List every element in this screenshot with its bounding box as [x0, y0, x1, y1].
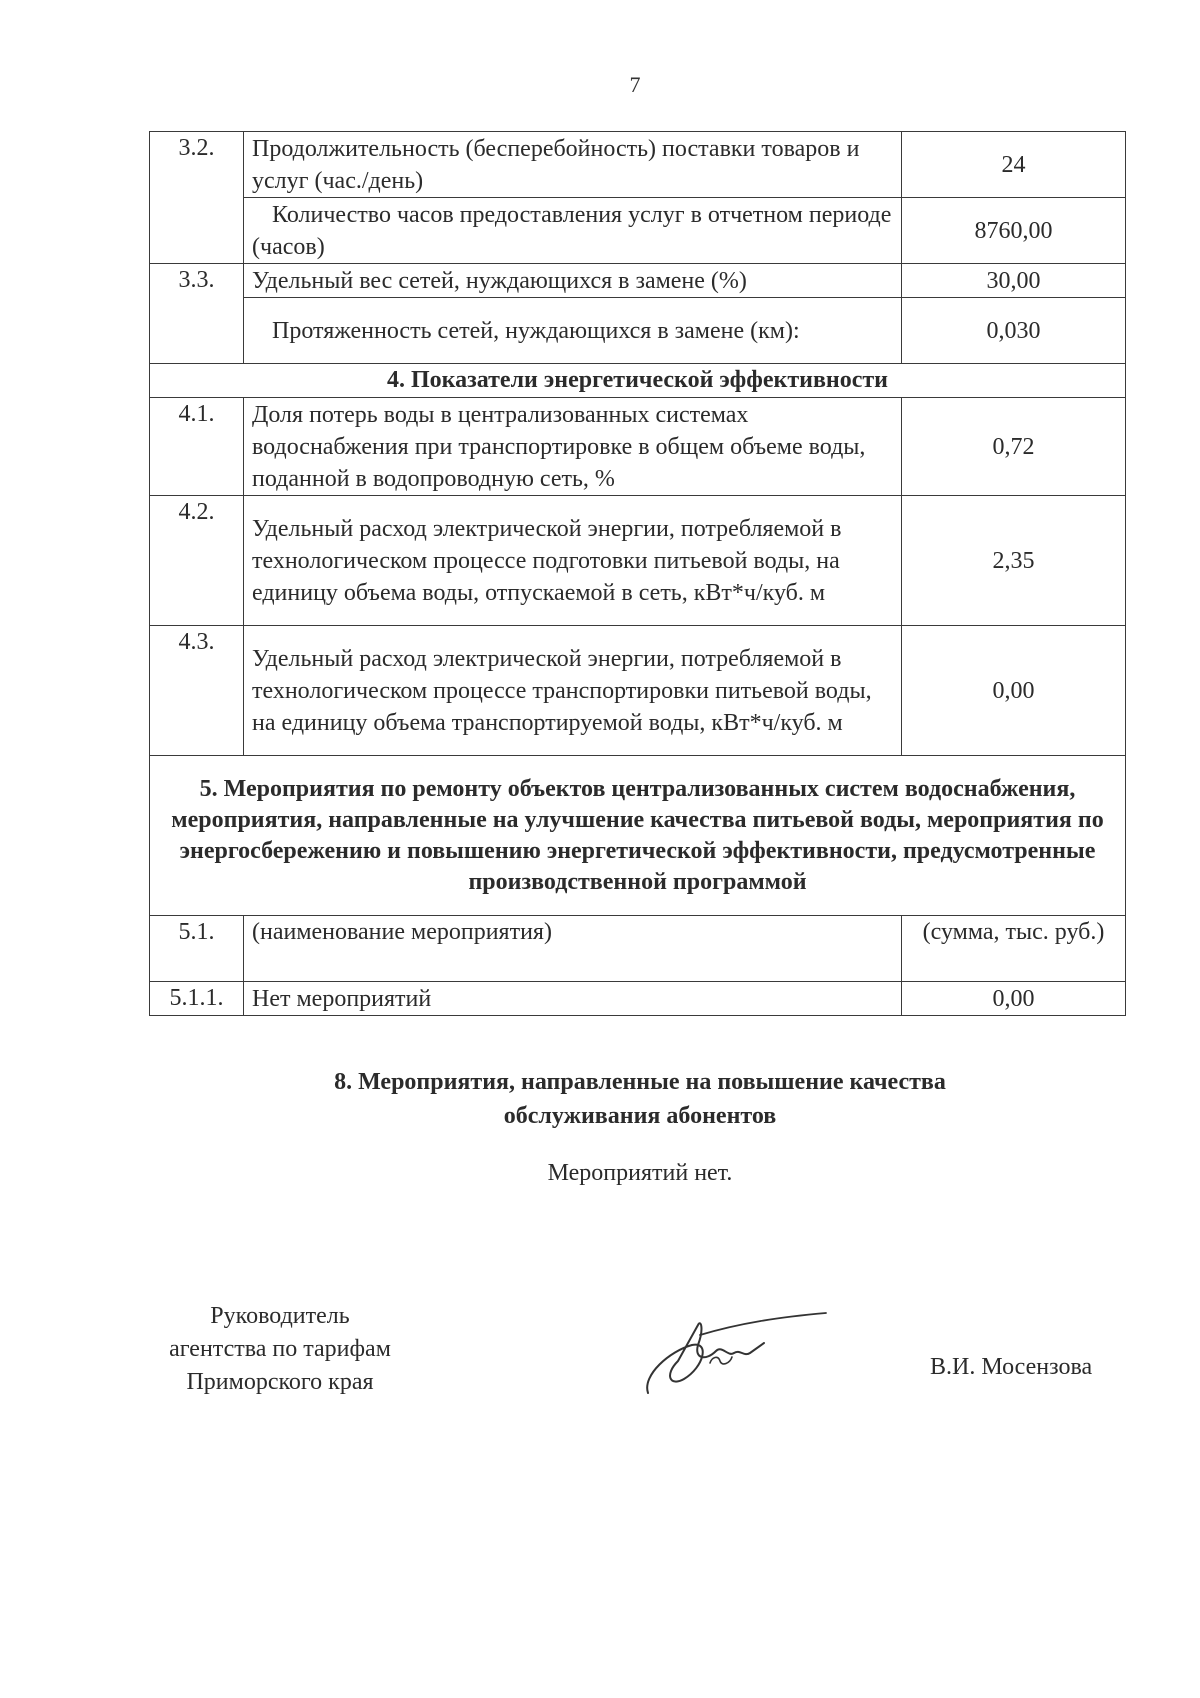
row-description: Количество часов предоставления услуг в отчетном периоде (часов): [244, 198, 902, 264]
table-row: [150, 264, 1126, 298]
row-description: Доля потерь воды в централизованных системах водоснабжения при транспортировке в общем объеме воды, поданной в водопроводную сеть, %: [244, 398, 902, 496]
table-row: [150, 398, 1126, 496]
signer-title-line: Руководитель: [210, 1303, 350, 1329]
signer-name: В.И. Мосензова: [930, 1354, 1093, 1380]
row-number: 4.1.: [150, 398, 244, 496]
page-number: 7: [629, 72, 641, 97]
section-heading: 4. Показатели энергетической эффективности: [150, 364, 1126, 398]
row-number: 3.3.: [150, 264, 244, 364]
row-number: 3.2.: [150, 132, 244, 264]
table-row: [150, 198, 1126, 264]
handwritten-signature-icon: [640, 1305, 830, 1400]
row-value: 0,00: [902, 626, 1126, 756]
row-number: 4.2.: [150, 496, 244, 626]
row-description: (наименование мероприятия): [244, 916, 902, 982]
table-row: [150, 132, 1126, 198]
indicators-table: [149, 131, 1126, 1016]
row-description: Нет мероприятий: [244, 982, 902, 1016]
table-row: [150, 916, 1126, 982]
signer-title-line: Приморского края: [186, 1369, 374, 1395]
section-8-note: Мероприятий нет.: [547, 1160, 733, 1186]
row-number: 4.3.: [150, 626, 244, 756]
row-description: Удельный расход электрической энергии, потребляемой в технологическом процессе подготовки питьевой воды, на единицу объема воды, отпускаемой в сеть, кВт*ч/куб. м: [244, 496, 902, 626]
row-number: 5.1.1.: [150, 982, 244, 1016]
row-number: 5.1.: [150, 916, 244, 982]
row-description: Удельный вес сетей, нуждающихся в замене (%): [244, 264, 902, 298]
section-heading: 5. Мероприятия по ремонту объектов централизованных систем водоснабжения, мероприятия, направленные на улучшение качества питьевой воды, мероприятия по энергосбережению и повышению энергетической эффективности, предусмотренные производственной программой: [150, 756, 1126, 916]
section-8-heading: [0, 1065, 1200, 1133]
row-value: 0,030: [902, 298, 1126, 364]
section-8-heading-line: 8. Мероприятия, направленные на повышение качества: [334, 1069, 946, 1095]
row-value: 8760,00: [902, 198, 1126, 264]
table-row: [150, 364, 1126, 398]
row-value: 30,00: [902, 264, 1126, 298]
row-value: 0,72: [902, 398, 1126, 496]
row-value: 0,00: [902, 982, 1126, 1016]
row-description: Протяженность сетей, нуждающихся в замене (км):: [244, 298, 902, 364]
signer-title-line: агентства по тарифам: [169, 1336, 391, 1362]
section-8-heading-line: обслуживания абонентов: [503, 1103, 777, 1129]
row-value: 24: [902, 132, 1126, 198]
row-description: Продолжительность (бесперебойность) поставки товаров и услуг (час./день): [244, 132, 902, 198]
row-value: (сумма, тыс. руб.): [902, 916, 1126, 982]
row-value: 2,35: [902, 496, 1126, 626]
row-description: Удельный расход электрической энергии, потребляемой в технологическом процессе транспортировки питьевой воды, на единицу объема транспортируемой воды, кВт*ч/куб. м: [244, 626, 902, 756]
table-row: [150, 982, 1126, 1016]
table-row: [150, 626, 1126, 756]
signer-title: [130, 1300, 430, 1399]
table-row: [150, 756, 1126, 916]
table-row: [150, 496, 1126, 626]
table-row: [150, 298, 1126, 364]
